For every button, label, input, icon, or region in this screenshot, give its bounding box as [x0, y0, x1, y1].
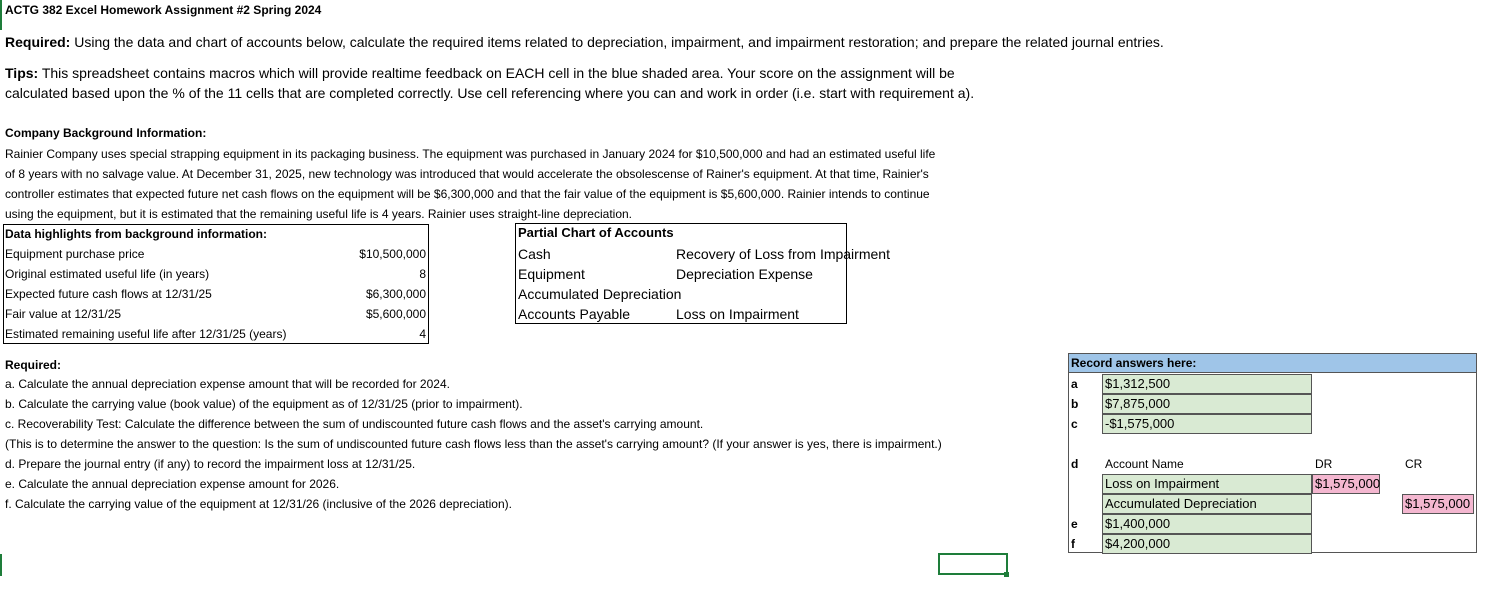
tips-label: Tips: [5, 65, 39, 81]
answer-letter-b: b [1071, 397, 1079, 411]
answer-a-cell[interactable]: $1,312,500 [1102, 374, 1312, 394]
highlight-label: Equipment purchase price [5, 247, 145, 261]
answer-b-cell[interactable]: $7,875,000 [1102, 394, 1312, 414]
highlight-value: 4 [419, 327, 426, 341]
account-cash: Cash [518, 246, 551, 262]
tips-line-1 [5, 63, 955, 83]
account-name-header: Account Name [1105, 457, 1184, 471]
highlight-value: $10,500,000 [359, 247, 426, 261]
requirement-b: b. Calculate the carrying value (book value) of the equipment as of 12/31/25 (prior to impairment). [5, 397, 523, 411]
highlight-value: 8 [419, 267, 426, 281]
background-line-4: using the equipment, but it is estimated that the remaining useful life is 4 years. Rainier uses straight-line depreciation. [5, 207, 632, 221]
answer-letter-f: f [1071, 537, 1075, 551]
requirement-c: c. Recoverability Test: Calculate the difference between the sum of undiscounted future cash flows and the asset's carrying amount. [5, 417, 704, 431]
journal-account-cell[interactable]: Loss on Impairment [1102, 474, 1312, 494]
chart-of-accounts-heading: Partial Chart of Accounts [518, 225, 674, 240]
highlights-heading: Data highlights from background information: [5, 227, 267, 241]
background-line-2: of 8 years with no salvage value. At December 31, 2025, new technology was introduced that would accelerate the obsolescense of Rainer's equipment. At that time, Rainier's [5, 167, 929, 181]
account-accumulated-depreciation: Accumulated Depreciation [518, 286, 682, 302]
sheet-title: ACTG 382 Excel Homework Assignment #2 Spring 2024 [5, 3, 322, 17]
account-loss-on-impairment: Loss on Impairment [676, 306, 799, 322]
answer-e-cell[interactable]: $1,400,000 [1102, 514, 1312, 534]
required-intro-label: Required: [5, 34, 71, 50]
answer-f-cell[interactable]: $4,200,000 [1102, 534, 1312, 554]
requirement-d: d. Prepare the journal entry (if any) to record the impairment loss at 12/31/25. [5, 457, 416, 471]
requirement-f: f. Calculate the carrying value of the equipment at 12/31/26 (inclusive of the 2026 depreciation). [5, 497, 512, 511]
requirement-e: e. Calculate the annual depreciation expense amount for 2026. [5, 477, 340, 491]
dr-header: DR [1315, 457, 1333, 471]
highlight-label: Expected future cash flows at 12/31/25 [5, 287, 212, 301]
answer-letter-c: c [1071, 417, 1078, 431]
required-intro [5, 32, 1164, 52]
row-selection-indicator [0, 0, 2, 30]
tips-line-2: calculated based upon the % of the 11 cells that are completed correctly. Use cell referencing where you can and work in order (i.e. start with requirement a). [5, 85, 975, 101]
answer-letter-d: d [1071, 457, 1079, 471]
journal-dr-cell[interactable]: $1,575,000 [1312, 474, 1380, 494]
answer-letter-a: a [1071, 377, 1078, 391]
requirement-c-note: (This is to determine the answer to the question: Is the sum of undiscounted future cash flows less than the asset's carrying amount? (If your answer is yes, there is impairment.) [5, 437, 942, 451]
account-accounts-payable: Accounts Payable [518, 306, 631, 322]
account-recovery-of-loss: Recovery of Loss from Impairment [676, 246, 890, 262]
requirement-a: a. Calculate the annual depreciation expense amount that will be recorded for 2024. [5, 377, 450, 391]
cr-header: CR [1405, 457, 1423, 471]
answer-c-cell[interactable]: -$1,575,000 [1102, 414, 1312, 434]
background-line-3: controller estimates that expected future net cash flows on the equipment will be $6,300,000 and that the fair value of the equipment is $5,600,000. Rainier intends to continue [5, 187, 930, 201]
answers-heading: Record answers here: [1071, 356, 1197, 370]
fill-handle[interactable] [1004, 572, 1009, 577]
highlight-value: $6,300,000 [365, 287, 426, 301]
highlight-label: Estimated remaining useful life after 12/31/25 (years) [5, 327, 287, 341]
highlight-label: Original estimated useful life (in years) [5, 267, 210, 281]
account-depreciation-expense: Depreciation Expense [676, 266, 813, 282]
highlight-value: $5,600,000 [365, 307, 426, 321]
journal-account-cell[interactable]: Accumulated Depreciation [1102, 494, 1312, 514]
account-equipment: Equipment [518, 266, 585, 282]
requirements-heading: Required: [5, 358, 62, 372]
tips-text-1: This spreadsheet contains macros which will provide realtime feedback on EACH cell in the blue shaded area. Your score on the assignment will be [38, 65, 955, 81]
row-selection-indicator-bottom [0, 554, 2, 576]
required-intro-text: Using the data and chart of accounts below, calculate the required items related to depreciation, impairment, and impairment restoration; and prepare the related journal entries. [70, 34, 1164, 50]
answer-letter-e: e [1071, 517, 1078, 531]
background-heading: Company Background Information: [5, 126, 207, 140]
background-line-1: Rainier Company uses special strapping equipment in its packaging business. The equipment was purchased in January 2024 for $10,500,000 and had an estimated useful life [5, 147, 936, 161]
highlight-label: Fair value at 12/31/25 [5, 307, 122, 321]
active-cell-selection[interactable] [938, 553, 1008, 575]
journal-cr-cell[interactable]: $1,575,000 [1402, 494, 1474, 514]
